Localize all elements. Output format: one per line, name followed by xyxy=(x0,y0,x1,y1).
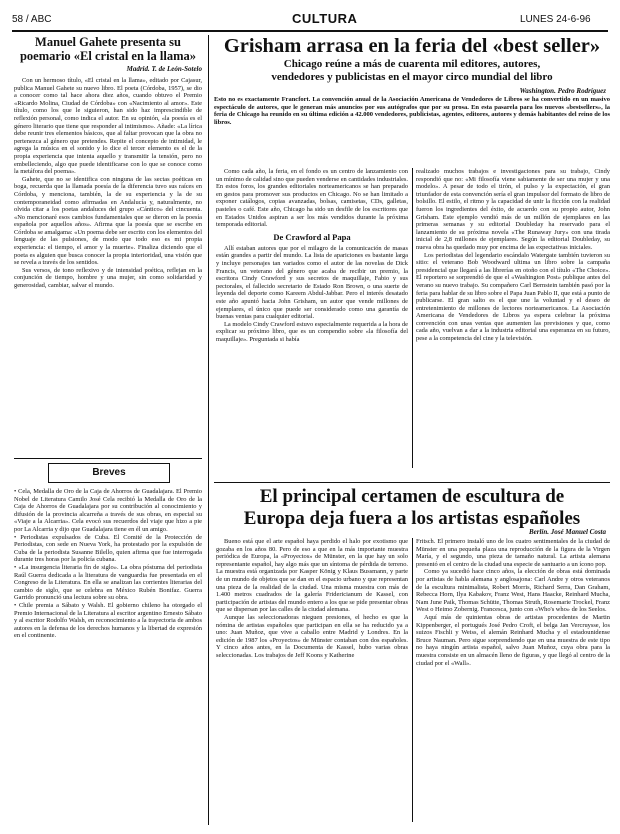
left-article-byline: Madrid. T. de León-Sotelo xyxy=(126,65,202,73)
left-article-title-1: Manuel Gahete presenta su xyxy=(35,35,181,49)
second-column-2 xyxy=(416,528,610,828)
breves-item: • «La insurgencia literaria fin de siglo». La obra póstuma del periodista Raúl Guerra dedicada a la literatura de vanguardia fue presentada en el Congreso de la Literatura. En ella se analizan las corrientes literarias del cambio de siglo, que se celebra en México Rubén Bonifaz. Guerra Garrido pronunció una lectura sobre su obra. xyxy=(14,563,202,602)
section-title: CULTURA xyxy=(292,11,358,26)
main-headline: Grisham arrasa en la feria del «best seller» xyxy=(223,35,601,57)
main-paragraph: Allí estaban autores que por el milagro de la comunicación de masas están grandes a partir del mundo. La lista de apariciones es bastante larga y incluye personajes tan variados como el autor de las novelas de Dick Francis, un veterano del género que acaba de recibir un premio, la escritora Cindy Crawford y sus secretos de maquillaje, Fabio y sus pectorales, el fallecido secretario de Estado Ron Brown, o una suerte de leyenda del deporte como Kareem Abdul-Jabbar. Pero el interés desatado este año apuntó hacia John Grisham, un autor que vende millones de ejemplares, el único que puede ser considerado como una garantía de buenas ventas para cualquier editorial. xyxy=(216,244,408,321)
left-article-paragraph: Con un hermoso título, «El cristal en la llama», editado por Cajasur, publica Manuel Gahete su nuevo libro. El poeta (Córdoba, 1957), se dio a conocer como tal hace ahora diez años, cuando obtuvo el Premio «Ricardo Molina, Ciudad de Córdoba» con «Nacimiento al amor». Este título, como los que le siguieron, han sido haz imprescindible de reflexión personal, como indica el autor. En su opinión, «la poesía es el género literario que tiene que responder al intimismo». Añade: «La lírica debe reunir tres elementos básicos, que al faltar provocan que la obra no pertenezca al género que pretendes. Repite el concepto de intimidad, le agrega la música en el sonido y lo dice el tercer elemento es el de la propia experiencia que intenta aquello y transmitir la tensión, pero no embelleciendo, algo que puede identificarse con lo que se conoce como la metáfora del poema». xyxy=(14,77,202,176)
second-byline: Berlín. José Manuel Costa xyxy=(528,528,606,536)
second-paragraph: Aunque las seleccionadoras nieguen presiones, el hecho es que la nómina de artistas españoles que participan en ella se ha reducido ya a uno: Juan Muñoz, que vive a caballo entre Madrid y Londres. En la edición de 1987 los «Proyectos» de Münster contaban con dos españoles. Y cinco años antes, en la Documenta de Kassel, hubo varias obras seleccionadas. Los trabajos de Jeff Koons y Katherine xyxy=(216,613,408,659)
main-column-divider xyxy=(412,168,413,468)
column-divider xyxy=(208,35,209,825)
second-article-top-rule xyxy=(214,482,610,483)
main-paragraph: realizado muchos trabajos e investigaciones para su trabajo, Cindy respondió que no: «Mi filosofía viene sabiamente de ser una mujer y una modelo». A pesar de todo el tirón, el pulso y la expectación, el gran triunfador de esta convención sería el gran impulsor del formato de libro de bolsillo. El estilo, el ritmo y la capacidad de unir la ficción con la realidad fueron los ingredientes del éxito, de acuerdo con su propio autor, John Grisham. Este ejemplo vendió más de un millón de ejemplares en las primeras semanas y su editorial Doubleday ha reservado para el lanzamiento de su próxima novela «The Runaway Jury» con una tirada inicial de 2,8 millones de ejemplares. Según la editorial Doubleday, su nueva obra ha quedado muy por encima de las expectativas iniciales. xyxy=(416,168,610,251)
main-paragraph: La modelo Cindy Crawford estuvo especialmente requerida a la hora de explicar su próximo libro, que es un compendio sobre «la filosofía del maquillaje». Preguntada si había xyxy=(216,320,408,343)
second-paragraph: Bueno está que el arte español haya perdido el halo por exotismo que gozaba en los años 80. Pero de eso a que en la más importante muestra periódica de Europa, la «Proyectos» de Münster, en la que hay un solo representante español, hay algo más que un síntoma de pérdida de terreno. La muestra está organizada por Kasper König y Klaus Bussmann, y parte de un mundo de objetos que se dan en el espacio urbano y que representan una pieza de la realidad de la ciudad. Una misma muestra con más de 1.400 metros cuadrados de la galería Fridericianum de Kassel, con participación de artistas del mundo entero a los que se pide presentar obras que se dispersan por las calles de la ciudad alemana. xyxy=(216,538,408,614)
left-article-title-2: poemario «El cristal en la llama» xyxy=(19,49,197,63)
page-number-section: 58 / ABC xyxy=(12,14,52,25)
second-column-divider xyxy=(412,538,413,822)
breves-item: • Periodistas expulsados de Cuba. El Comité de la Protección de Periodistas, con sede en Nueva York, ha protestado por la expulsión de Cuba de la periodista Susanne Bilello, quien afirma que fue interrogada durante tres horas por la policía cubana. xyxy=(14,533,202,564)
main-paragraph: Como cada año, la feria, en el fondo es un centro de lanzamiento con un mínimo de calidad sino que pueden venderse en cantidades industriales. En estos foros, los grandes editoriales norteamericanos se han preparado en gestos para promover sus productos en Chicago. No se han limitado a exponer catálogos, copias avanzadas, bolsas, camisetas, CDs, galletas, pasteles o café. Este año, Chicago ha sido un desfile de los escritores que en Estados Unidos aspiran a ser los más vendidos durante la próxima temporada editorial. xyxy=(216,168,408,229)
page-date: LUNES 24-6-96 xyxy=(520,14,591,25)
main-paragraph: Los periodistas del legendario escándalo Watergate también tuvieron su sitio: el veterano Bob Woodward ultima un libro sobre la campaña presidencial que llegará a las librerías en otoño con el título «The Choice». El reportero se sorprendió de que el «Washington Post» publique antes del verano su nuevo trabajo. Su compañero Carl Bernstein también pasó por la feria para hablar de su libro sobre el Papa Juan Pablo II, que está a punto de publicarse. El gran salto es el que une la voluntad y el deseo de entretenimiento de millones de lectores norteamericanos. La Asociación Americana de Vendedores de Libros ya espera celebrar la próxima convención con unas ventas que aumenten las previsiones y que, como cada año, vuelvan a dar a la industria editorial una esperanza en su futuro, pese a la competencia del cine y la televisión. xyxy=(416,251,610,343)
breves-item: • Cela, Medalla de Oro de la Caja de Ahorros de Guadalajara. El Premio Nobel de Literatura Camilo José Cela recibió la Medalla de Oro de la Caja de Ahorros de Guadalajara por su contribución al conocimiento y difusión de la provincia alcarreña a través de sus obras, en especial su «Viaje a la Alcarria». Cela evocó sus recuerdos del viaje que hizo a pie por La Alcarria y dijo que Guadalajara tiene en él un amigo. xyxy=(14,488,202,533)
breves-list xyxy=(14,488,202,828)
main-column-2 xyxy=(416,168,610,478)
breves-top-rule xyxy=(14,458,202,459)
second-headline-1: El principal certamen de escultura de xyxy=(259,486,565,507)
header-rule xyxy=(12,30,608,32)
second-column-1 xyxy=(216,538,408,828)
main-column-1 xyxy=(216,168,408,478)
main-subhead-2: vendedores y publicistas en el mayor circo mundial del libro xyxy=(271,71,553,83)
breves-label: Breves xyxy=(48,463,170,483)
main-lead: Esto no es exactamente Francfort. La convención anual de la Asociación Americana de Vendedores de Libros se ha convertido en un masivo espectáculo de autores, que le generan más anuncios por sus autógrafos que por su prosa. En esta pasarela para los nuevos «bestsellers», la feria de Chicago ha reunido en su última edición a 42.000 vendedores, publicistas, agentes, editores, autores y demás habitantes del reino de los libros. xyxy=(214,96,610,126)
second-headline-2: Europa deja fuera a los artistas españoles xyxy=(243,508,581,529)
second-paragraph: Como ya sucedió hace cinco años, la elección de obras está dominada por artistas de habla alemana y anglosajona: Carl Andre y otros veteranos de la escultura minimalista, Robert Morris, Richard Serra, Dan Graham, Rebecca Horn, Ilya Kabakov, Franz West, Hans Haacke, Reinhard Mucha, Nam June Paik, Thomas Schütte, Thomas Struth, Rosemarie Trockel, Franz West o Heimo Zobernig. Francesca, junto con «Who's who» de los Seelos. xyxy=(416,568,610,614)
main-byline: Washington. Pedro Rodríguez xyxy=(519,87,606,95)
breves-item: • Chile premia a Sábato y Walsh. El gobierno chileno ha otorgado el Premio Internacional de la Literatura al escritor argentino Ernesto Sábato y al escritor Rodolfo Walsh, en reconocimiento a la trayectoria de ambos autores en la defensa de los derechos humanos y la libertad de expresión en el continente. xyxy=(14,601,202,640)
main-article-header xyxy=(214,34,610,126)
main-crosshead: De Crawford al Papa xyxy=(273,231,351,242)
left-article-paragraph: Sus versos, de tono reflexivo y de intensidad poética, reflejan en la conjunción de tiempo, hombre y una mujer, sin como solidaridad y generosidad, cambiar, salvar el mundo. xyxy=(14,266,202,290)
main-subhead-1: Chicago reúne a más de cuarenta mil editores, autores, xyxy=(283,58,541,70)
second-paragraph: Fritsch. El primero instaló uno de los cuatro sentimentales de la ciudad de Münster en una pequeña plaza una reproducción de la figura de la Virgen María, y el segundo, una pieza de tamaño natural. La artista alemana presentó en el centro de la ciudad una especie de santuario a un ícono pop. xyxy=(416,538,610,568)
second-article-header xyxy=(214,486,610,530)
second-paragraph: Aquí más de quinientas obras de artistas procedentes de Martin Kippenberger, el portugués José Pedro Croft, el belga Jan Vercruysse, los suizos Fischli y Weiss, el alemán Reinhard Mucha y el estadounidense Bruce Nauman. Pero sigue sorprendiendo que en una muestra de este tipo no haya ningún artista español, salvo Juan Muñoz, cuya obra para la muestra consiste en un almacén lleno de figuras, y que llegó al centro de la ciudad por el «Wall». xyxy=(416,613,610,667)
left-article xyxy=(14,35,202,453)
left-article-paragraph: Gahete, que no se identifica con ninguna de las sectas poéticas en boga, recuerda que la llamada poesía de la diferencia tuvo sus raíces en Córdoba, y menciona, también, la de su experiencia y la de su contemporaneidad como afirmadas en Andalucía y, naturalmente, no olvida citar a los poetas andaluces del grupo «Cántico» del cincuenta. «No mencionaré esos cambios fundamentales que se dieron en la poesía española por aquellos años». Afirma que la poesía que se escribe en Córdoba se amalgama: «Un poema debe ser escrito con los elementos del lenguaje de las pulsiones, de modo que todo eso es mi propia experiencia: el tiempo, el amor y la muerte». Finaliza diciendo que el poeta es alguien que busca conocer la propia interioridad, una visión que se revela a través de los sentidos. xyxy=(14,175,202,267)
